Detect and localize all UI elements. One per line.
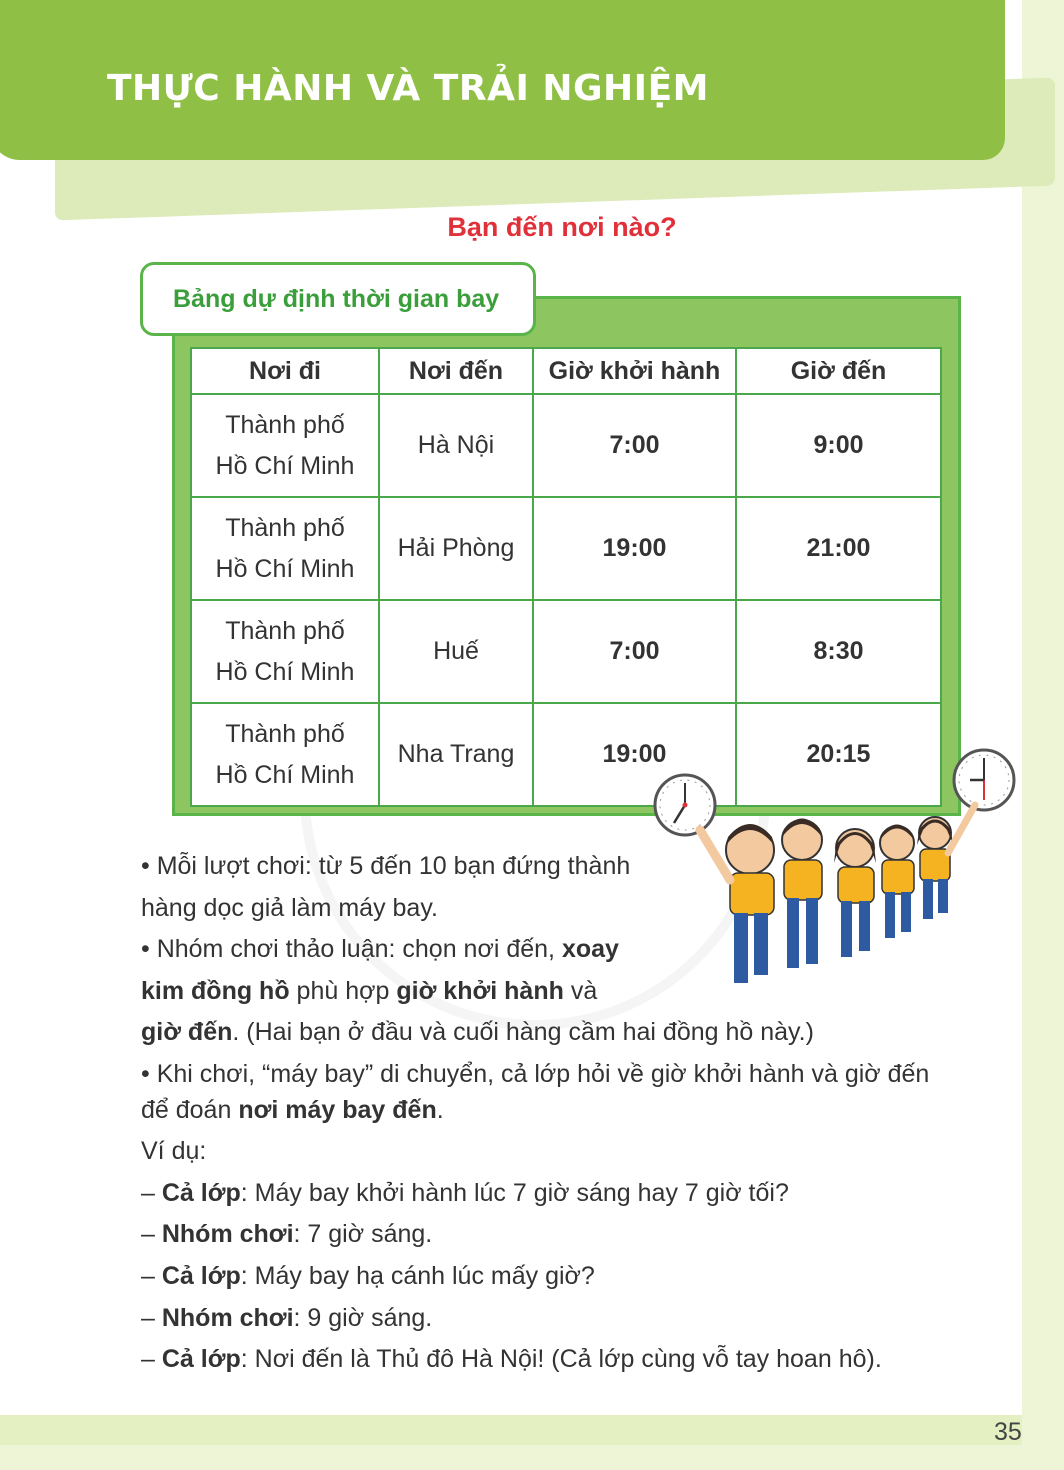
dialogue-speaker: Cả lớp <box>161 1261 241 1290</box>
page-number: 35 <box>994 1418 1022 1446</box>
clock-icon <box>954 750 1014 810</box>
instruction-text: • Khi chơi, “máy bay” di chuyển, cả lớp hỏi về giờ khởi hành và giờ đến <box>141 1059 930 1088</box>
instruction-text: để đoán <box>141 1095 239 1124</box>
instruction-bullet-2-cont <box>141 1012 1001 1054</box>
clock-icon <box>655 775 715 835</box>
destination-cell: Huế <box>379 600 533 703</box>
table-label: Bảng dự định thời gian bay <box>140 262 536 336</box>
emphasis-text: nơi máy bay đến <box>238 1095 437 1124</box>
header-departure-time: Giờ khởi hành <box>533 348 736 394</box>
dialogue-text: : Máy bay hạ cánh lúc mấy giờ? <box>240 1261 595 1290</box>
departure-place-cell <box>191 600 379 703</box>
instruction-bullet-2-cont <box>141 971 1001 1013</box>
instruction-bullet-3-cont <box>141 1090 1001 1132</box>
departure-time-cell: 7:00 <box>533 394 736 497</box>
instructions <box>141 846 1001 1381</box>
bottom-band <box>0 1415 1022 1445</box>
header-destination: Nơi đến <box>379 348 533 394</box>
dialogue-line: – Cả lớp: Máy bay khởi hành lúc 7 giờ sáng hay 7 giờ tối? <box>141 1178 789 1207</box>
instruction-bullet-1 <box>141 846 1001 888</box>
instruction-text: . (Hai bạn ở đầu và cuối hàng cầm hai đồng hồ này.) <box>232 1018 814 1047</box>
departure-place-cell <box>191 703 379 806</box>
instruction-text: • Mỗi lượt chơi: từ 5 đến 10 bạn đứng thành <box>141 852 631 880</box>
dialogue-speaker: Nhóm chơi <box>161 1303 294 1332</box>
dialogue-line: – Nhóm chơi: 9 giờ sáng. <box>141 1303 433 1332</box>
departure-time-cell: 7:00 <box>533 600 736 703</box>
table-row <box>191 497 941 600</box>
instruction-text: hàng dọc giả làm máy bay. <box>141 893 438 922</box>
destination-cell: Nha Trang <box>379 703 533 806</box>
instruction-bullet-1-cont <box>141 888 1001 930</box>
instruction-bullet-2 <box>141 929 1001 971</box>
header-arrival-time: Giờ đến <box>736 348 941 394</box>
dialogue-text: : Nơi đến là Thủ đô Hà Nội! (Cả lớp cùng vỗ tay hoan hô). <box>240 1345 882 1374</box>
departure-place-line1: Thành phố <box>225 719 345 748</box>
instruction-text: . <box>436 1095 444 1124</box>
dialogue-speaker: Nhóm chơi <box>161 1220 294 1249</box>
departure-place-line2: Hồ Chí Minh <box>215 657 355 686</box>
activity-title: Bạn đến nơi nào? <box>447 212 677 242</box>
dialogue-line: – Cả lớp: Máy bay hạ cánh lúc mấy giờ? <box>141 1261 595 1290</box>
example-label: Ví dụ: <box>141 1137 207 1166</box>
departure-time-cell: 19:00 <box>533 497 736 600</box>
departure-place-cell <box>191 497 379 600</box>
dialogue-text: : 9 giờ sáng. <box>293 1303 433 1332</box>
arrival-time-cell: 20:15 <box>736 703 941 806</box>
departure-place-line1: Thành phố <box>225 410 345 439</box>
emphasis-text: giờ khởi hành <box>396 976 564 1005</box>
departure-place-line1: Thành phố <box>225 513 345 542</box>
arrival-time-cell: 9:00 <box>736 394 941 497</box>
arrival-time-cell: 8:30 <box>736 600 941 703</box>
arrival-time-cell: 21:00 <box>736 497 941 600</box>
departure-place-cell <box>191 394 379 497</box>
instruction-text: • Nhóm chơi thảo luận: chọn nơi đến, <box>141 935 562 964</box>
departure-place-line2: Hồ Chí Minh <box>215 760 355 789</box>
flight-schedule-table <box>190 347 942 807</box>
table-header-row <box>191 348 941 394</box>
dialogue-line: – Nhóm chơi: 7 giờ sáng. <box>141 1220 433 1249</box>
dialogue-line: – Cả lớp: Nơi đến là Thủ đô Hà Nội! (Cả lớp cùng vỗ tay hoan hô). <box>141 1345 882 1374</box>
destination-cell: Hải Phòng <box>379 497 533 600</box>
dialogue-text: : Máy bay khởi hành lúc 7 giờ sáng hay 7 giờ tối? <box>240 1178 789 1207</box>
emphasis-text: kim đồng hồ <box>141 976 290 1005</box>
destination-cell: Hà Nội <box>379 394 533 497</box>
departure-place-line2: Hồ Chí Minh <box>215 451 355 480</box>
table-row <box>191 394 941 497</box>
emphasis-text: xoay <box>561 935 619 964</box>
dialogue-speaker: Cả lớp <box>161 1178 241 1207</box>
dialogue-speaker: Cả lớp <box>161 1345 241 1374</box>
departure-place-line1: Thành phố <box>225 616 345 645</box>
section-title: THỰC HÀNH VÀ TRẢI NGHIỆM <box>107 68 709 109</box>
emphasis-text: giờ đến <box>141 1018 233 1047</box>
header-departure-place: Nơi đi <box>191 348 379 394</box>
departure-place-line2: Hồ Chí Minh <box>215 554 355 583</box>
dialogue-text: : 7 giờ sáng. <box>293 1220 433 1249</box>
instruction-text: và <box>563 976 598 1005</box>
departure-time-cell: 19:00 <box>533 703 736 806</box>
instruction-text: phù hợp <box>289 976 397 1005</box>
table-row <box>191 600 941 703</box>
